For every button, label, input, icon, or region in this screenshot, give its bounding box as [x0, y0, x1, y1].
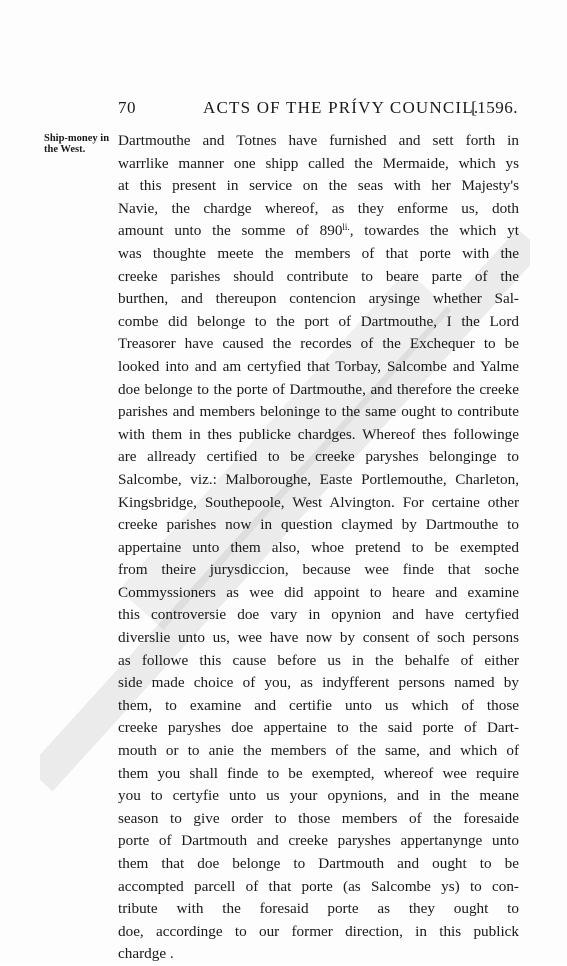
text-line: Navie, the chardge whereof, as they enforme us, doth — [118, 199, 519, 217]
margin-note-line: the West. — [44, 144, 86, 155]
text-line: Kingsbridge, Southepoole, West Alvington. For certaine other — [118, 493, 519, 511]
text-line: you to certyfie unto us your opynions, and in the meane — [118, 787, 519, 805]
text-line: at this present in service on the seas with her Majesty's — [118, 177, 519, 195]
text-line: doe belonge to the porte of Dartmouthe, and therefore the creeke — [118, 380, 519, 398]
text-line: combe did belonge to the port of Dartmouthe, I the Lord — [118, 312, 519, 330]
text-line: creeke parishes now in question claymed by Dartmouthe to — [118, 516, 519, 534]
text-line: warrlike manner one shipp called the Mermaide, which ys — [118, 154, 519, 172]
year-marker: [1596. — [471, 98, 518, 117]
text-line: accompted parcell of that porte (as Salcombe ys) to con- — [118, 877, 519, 895]
text-line: creeke parishes should contribute to beare parte of the — [118, 267, 519, 285]
text-line: as followe this cause before us in the behalfe of either — [118, 651, 519, 669]
text-line: this controversie doe vary in opynion and have certyfied — [118, 606, 519, 624]
text-line: doe, accordinge to our former direction, in this publick — [118, 922, 519, 940]
superscript-li: li. — [342, 222, 350, 233]
text-line: burthen, and thereupon contencion arysinge whether Sal- — [118, 290, 519, 308]
running-title: ACTS OF THE PRÍVY COUNCIL. — [203, 98, 480, 117]
text-line: diverslie unto us, wee have now by consent of soch persons — [118, 629, 519, 647]
text-line: them that doe belonge to Dartmouth and ought to be — [118, 855, 519, 872]
margin-note — [44, 133, 118, 155]
text-line: Commyssioners as wee did appoint to heare and examine — [118, 583, 519, 601]
body-text — [118, 130, 519, 966]
text-line-last: chardge . — [118, 945, 174, 963]
page-number: 70 — [118, 98, 136, 117]
text-line: season to give order to those members of the foresaide — [118, 809, 519, 827]
text-line-with-superscript — [118, 220, 519, 243]
text-line: mouth or to anie the members of the same, and which of — [118, 742, 519, 760]
text-line: was thoughte meete the members of that porte with the — [118, 244, 519, 262]
text-fragment: amount unto the somme of 890 — [118, 222, 343, 240]
text-line: Salcombe, viz.: Malboroughe, Easte Portlemouthe, Charleton, — [118, 470, 519, 488]
margin-note-line: Ship-money in — [44, 133, 110, 144]
text-line: from theire jurysdiccion, because wee finde that soche — [118, 561, 519, 579]
text-line: them you shall finde to be exempted, whereof wee require — [118, 764, 519, 782]
text-line: porte of Dartmouth and creeke paryshes appertanynge unto — [118, 832, 519, 850]
text-fragment: , towardes the which yt — [349, 222, 519, 240]
text-line: Treasorer have caused the recordes of the Exchequer to be — [118, 335, 519, 353]
text-line: are allready certified to be creeke paryshes belonginge to — [118, 448, 519, 466]
text-line: them, to examine and certifie unto us which of those — [118, 696, 519, 714]
text-line: appertaine unto them also, whoe pretend to be exempted — [118, 538, 519, 556]
text-line: with them in thes publicke chardges. Whereof thes followinge — [118, 425, 519, 443]
text-line: looked into and am certyfied that Torbay, Salcombe and Yalme — [118, 357, 519, 375]
text-line: side made choice of you, as indyfferent persons named by — [118, 674, 519, 692]
text-line: tribute with the foresaid porte as they ought to — [118, 900, 519, 918]
running-header — [118, 98, 518, 120]
text-line: parishes and members beloninge to the same ought to contribute — [118, 403, 519, 421]
text-line: Dartmouthe and Totnes have furnished and sett forth in — [118, 132, 519, 149]
text-line: creeke paryshes doe appertaine to the said porte of Dart- — [118, 719, 519, 737]
